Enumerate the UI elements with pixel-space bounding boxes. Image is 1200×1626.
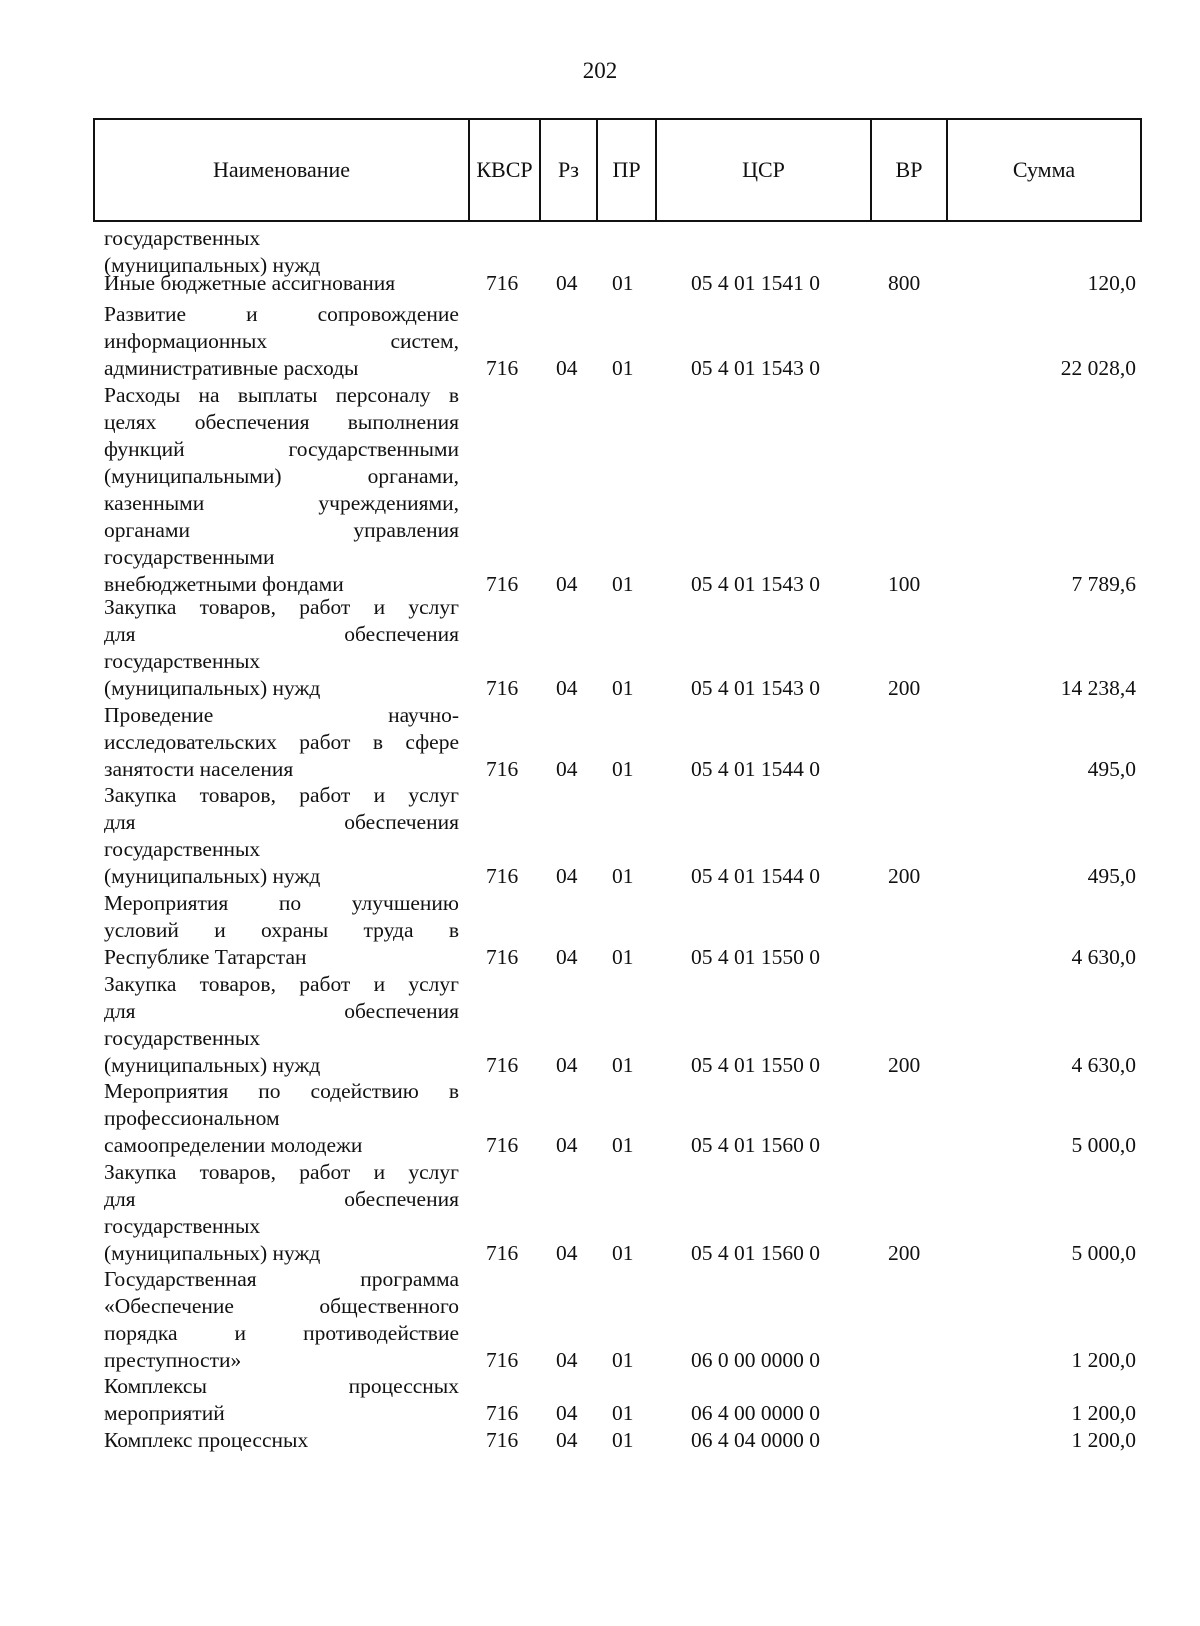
row-name [104,1373,459,1427]
cell-pr: 01 [612,572,634,596]
row-name-line: казенными учреждениями, [104,491,459,515]
table-row [0,890,1200,971]
row-name [104,702,459,783]
cell-rz: 04 [556,757,578,781]
cell-vr: 200 [888,1241,921,1265]
row-name-line: Проведение научно- [104,703,459,727]
row-name-line: целях обеспечения выполнения [104,410,459,434]
row-name-line: условий и охраны труда в [104,918,459,942]
row-name-line: Мероприятия по улучшению [104,891,459,915]
row-name [104,301,459,382]
row-name-line: для обеспечения [104,810,459,834]
table-row [0,1266,1200,1374]
row-name-line: Республике Татарстан [104,945,307,969]
row-name-line: для обеспечения [104,999,459,1023]
cell-sum: 495,0 [1087,864,1136,888]
cell-kvsr: 716 [486,572,519,596]
cell-vr: 100 [888,572,921,596]
cell-csr: 05 4 01 1560 0 [691,1241,820,1265]
cell-pr: 01 [612,1428,634,1452]
cell-kvsr: 716 [486,1133,519,1157]
header-vr: ВР [872,120,948,220]
row-name-line: для обеспечения [104,622,459,646]
header-name: Наименование [95,120,470,220]
row-name-line: административные расходы [104,356,359,380]
cell-pr: 01 [612,676,634,700]
row-name-line: преступности» [104,1348,242,1372]
cell-csr: 05 4 01 1541 0 [691,271,820,295]
row-name-line: государственных [104,1214,261,1238]
cell-kvsr: 716 [486,1401,519,1425]
header-kvsr: КВСР [470,120,541,220]
row-name-line: (муниципальных) нужд [104,253,321,277]
row-name-line: внебюджетными фондами [104,572,344,596]
header-pr: ПР [598,120,657,220]
cell-rz: 04 [556,572,578,596]
cell-pr: 01 [612,1241,634,1265]
cell-csr: 05 4 01 1550 0 [691,1053,820,1077]
row-name [104,594,459,702]
row-name-line: (муниципальных) нужд [104,1241,321,1265]
cell-rz: 04 [556,676,578,700]
row-name [104,782,459,890]
cell-csr: 05 4 01 1544 0 [691,864,820,888]
cell-sum: 120,0 [1087,271,1136,295]
row-name-line: (муниципальных) нужд [104,864,321,888]
row-name-line: государственными [104,545,275,569]
cell-sum: 22 028,0 [1060,356,1136,380]
row-name-line: Закупка товаров, работ и услуг [104,972,459,996]
table-row [0,594,1200,702]
cell-pr: 01 [612,1053,634,1077]
cell-sum: 7 789,6 [1071,572,1136,596]
cell-kvsr: 716 [486,864,519,888]
row-name-line: занятости населения [104,757,294,781]
cell-rz: 04 [556,864,578,888]
row-name-line: (муниципальных) нужд [104,676,321,700]
cell-kvsr: 716 [486,1348,519,1372]
row-name-line: (муниципальных) нужд [104,1053,321,1077]
header-sum: Сумма [1012,157,1076,182]
cell-vr: 800 [888,271,921,295]
cell-rz: 04 [556,356,578,380]
row-name-line: органами управления [104,518,459,542]
table-row [0,1159,1200,1267]
cell-vr: 200 [888,1053,921,1077]
row-name-line: Государственная программа [104,1267,459,1291]
row-name-line: мероприятий [104,1401,225,1425]
cell-pr: 01 [612,1348,634,1372]
row-name-line: Развитие и сопровождение [104,302,459,326]
cell-kvsr: 716 [486,676,519,700]
table-row [0,382,1200,598]
row-name [104,1159,459,1267]
cell-vr: 200 [888,676,921,700]
row-name-line: порядка и противодействие [104,1321,459,1345]
row-name-line: (муниципальными) органами, [104,464,459,488]
page-number: 202 [582,58,618,83]
row-name [104,1266,459,1374]
table-row [0,1427,1200,1454]
cell-csr: 06 4 00 0000 0 [691,1401,820,1425]
row-name [104,270,459,297]
cell-pr: 01 [612,757,634,781]
row-name-line: «Обеспечение общественного [104,1294,459,1318]
row-name [104,890,459,971]
cell-sum: 4 630,0 [1071,945,1136,969]
row-name-line: исследовательских работ в сфере [104,730,459,754]
cell-csr: 05 4 01 1544 0 [691,757,820,781]
row-name-line: Закупка товаров, работ и услуг [104,783,459,807]
table-row [0,971,1200,1079]
cell-rz: 04 [556,1401,578,1425]
cell-csr: 06 4 04 0000 0 [691,1428,820,1452]
table-row [0,301,1200,382]
row-name-line: функций государственными [104,437,459,461]
header-rz: Рз [541,120,598,220]
table-row [0,270,1200,297]
cell-rz: 04 [556,1053,578,1077]
cell-sum: 5 000,0 [1071,1241,1136,1265]
row-name-line: Иные бюджетные ассигнования [104,271,396,295]
row-name-line: государственных [104,1026,261,1050]
cell-sum: 1 200,0 [1071,1348,1136,1372]
cell-rz: 04 [556,271,578,295]
row-name-line: государственных [104,649,261,673]
row-name-line: самоопределении молодежи [104,1133,363,1157]
cell-sum: 1 200,0 [1071,1428,1136,1452]
cell-rz: 04 [556,1133,578,1157]
table-row [0,782,1200,890]
cell-pr: 01 [612,864,634,888]
row-name-line: Комплексы процессных [104,1374,459,1398]
row-name-line: профессиональном [104,1106,280,1130]
cell-sum: 1 200,0 [1071,1401,1136,1425]
row-name-line: Расходы на выплаты персоналу в [104,383,459,407]
cell-pr: 01 [612,271,634,295]
row-name-line: государственных [104,226,261,250]
cell-csr: 05 4 01 1560 0 [691,1133,820,1157]
row-name [104,1427,459,1454]
cell-kvsr: 716 [486,945,519,969]
cell-sum: 5 000,0 [1071,1133,1136,1157]
row-name-line: информационных систем, [104,329,459,353]
cell-rz: 04 [556,1241,578,1265]
row-name [104,1078,459,1159]
cell-csr: 05 4 01 1543 0 [691,572,820,596]
cell-sum: 4 630,0 [1071,1053,1136,1077]
row-name-line: для обеспечения [104,1187,459,1211]
cell-kvsr: 716 [486,1428,519,1452]
row-name-line: Комплекс процессных [104,1428,309,1452]
cell-kvsr: 716 [486,271,519,295]
cell-kvsr: 716 [486,757,519,781]
table-row [0,702,1200,783]
cell-csr: 05 4 01 1550 0 [691,945,820,969]
cell-sum: 14 238,4 [1060,676,1136,700]
cell-rz: 04 [556,945,578,969]
cell-kvsr: 716 [486,1241,519,1265]
header-csr: ЦСР [657,120,872,220]
cell-kvsr: 716 [486,1053,519,1077]
table-row [0,1373,1200,1427]
cell-vr: 200 [888,864,921,888]
row-name-line: государственных [104,837,261,861]
cell-sum: 495,0 [1087,757,1136,781]
cell-pr: 01 [612,945,634,969]
row-name-line: Закупка товаров, работ и услуг [104,595,459,619]
row-name [104,382,459,598]
cell-csr: 05 4 01 1543 0 [691,356,820,380]
cell-rz: 04 [556,1428,578,1452]
table-row [0,1078,1200,1159]
row-name [104,971,459,1079]
cell-csr: 05 4 01 1543 0 [691,676,820,700]
cell-pr: 01 [612,356,634,380]
cell-pr: 01 [612,1401,634,1425]
cell-csr: 06 0 00 0000 0 [691,1348,820,1372]
cell-rz: 04 [556,1348,578,1372]
cell-kvsr: 716 [486,356,519,380]
cell-pr: 01 [612,1133,634,1157]
row-name-line: Закупка товаров, работ и услуг [104,1160,459,1184]
row-name-line: Мероприятия по содействию в [104,1079,459,1103]
table-header [93,118,1142,222]
